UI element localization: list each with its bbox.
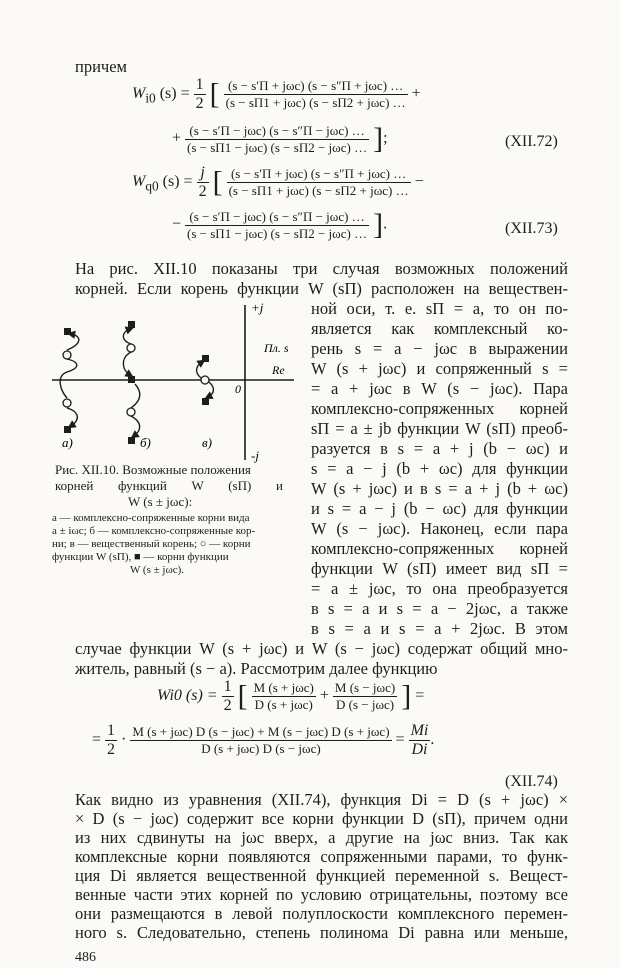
right-column-line: разуется в s = a + j (b − ωc) и <box>311 439 568 458</box>
w-symbol: W <box>132 173 146 191</box>
root-locations-figure <box>42 300 310 465</box>
right-column-line: рень s = a − jωc в выражении <box>311 339 568 358</box>
close-bracket: ] <box>373 122 384 155</box>
right-column-line: ной оси, т. е. sП = a, то он по- <box>311 299 568 318</box>
shift-arrow <box>197 362 202 378</box>
open-bracket: [ <box>212 165 223 199</box>
fraction-combined: $\frac{\text{M (s + jωc) D (s − jωc) + M (s − jωc) D (s + jωc)}}{\text{D (s + jωc) D (s − jωc)}}$ <box>132 724 390 756</box>
shift-arrow <box>131 384 140 408</box>
right-column-line: в s = a и s = a − 2jωc, а также <box>311 599 568 618</box>
shift-arrow <box>67 408 77 426</box>
axis-label-re: Re <box>272 363 285 377</box>
figure-legend-line: а — комплексно-сопряженные корни вида <box>52 512 250 524</box>
right-column-line: в s = a и s = a + 2jωc. В этом <box>311 619 568 638</box>
fraction-term-1: $\frac{\text{(s − s′П + jωc) (s − s″П + jωc) …}}{\text{(s − sП1 + jωc) (s − sП2 + jωc) …}}$ <box>225 78 406 110</box>
right-column-line: = a + jωc в W (s − jωc). Пара <box>311 379 568 398</box>
half-fraction: $\frac{1}{2}$ <box>107 722 116 758</box>
figure-legend-line: W (s ± jωc). <box>130 564 185 576</box>
equation-xii-74-line2: = $\frac{1}{2}$ · $\frac{\text{M (s + jωc) D (s − jωc) + M (s − jωc) D (s + jωc)}}{\text{D (s + jωc) D (s − jωc)}}$ = $\frac{Mi}{Di}$ . <box>92 722 435 758</box>
shifted-root-marker <box>64 328 71 335</box>
w-argument: (s) = <box>162 173 193 191</box>
equation-lhs: Wi0 (s) = <box>157 687 218 705</box>
shifted-root-marker <box>128 321 135 328</box>
fraction-term-2: $\frac{\text{(s − s′П − jωc) (s − s″П − jωc) …}}{\text{(s − sП1 − jωc) (s − sП2 − jωc) …}}$ <box>187 208 368 241</box>
shift-arrow <box>131 416 140 436</box>
paragraph-2-line: венные части этих корней по условию отрицательны, поэтому все <box>75 885 568 904</box>
axis-label-minus-j: -j <box>251 448 259 463</box>
plane-label: Пл. s <box>264 341 289 355</box>
shifted-root-marker <box>202 398 209 405</box>
paragraph-1-line-1: На рис. XII.10 показаны три случая возможных положений <box>75 259 568 278</box>
paragraph-2-line: они размещаются в левой полуплоскости комплексного перемен- <box>75 904 568 923</box>
w-symbol: W <box>132 85 146 103</box>
right-column-line: = a ± jωc, то она преобразуется <box>311 579 568 598</box>
fraction-mi-over-di: $\frac{Mi}{Di}$ <box>410 722 429 758</box>
paragraph-1-line: случае функции W (s + jωc) и W (s − jωc) содержат общий мно- <box>75 639 568 658</box>
original-root-marker <box>201 376 209 384</box>
paragraph-2-line: Как видно из уравнения (XII.74), функция Di = D (s + jωc) × <box>75 790 568 809</box>
figure-legend-line: ни; в — вещественный корень; ○ — корни <box>52 538 251 550</box>
case-label-v: в) <box>202 435 212 450</box>
original-root-marker <box>127 344 135 352</box>
paragraph-1-line-2: корней. Если корень функции W (sП) расположен на веществен- <box>75 279 568 298</box>
fraction-term-1: $\frac{\text{(s − s′П + jωc) (s − s″П + jωc) …}}{\text{(s − sП1 + jωc) (s − sП2 + jωc) …}}$ <box>228 166 409 198</box>
paragraph-2-line: ция Di является вещественной функцией переменной s. Вещест- <box>75 866 568 885</box>
right-column-line: s = a − j (b + ωc) для функции <box>311 459 568 478</box>
fraction-m-over-d-minus: $\frac{\text{M (s − jωc)}}{\text{D (s − jωc)}}$ <box>334 680 396 712</box>
w-subscript: q0 <box>145 178 159 194</box>
right-column-line: и s = a − j (b − ωc) для функции <box>311 499 568 518</box>
equation-number-xii-73: (XII.73) <box>505 220 558 237</box>
shift-arrow <box>208 382 213 397</box>
original-root-marker <box>63 399 71 407</box>
right-column-line: sП = a ± jb функции W (sП) преоб- <box>311 419 568 438</box>
fraction-m-over-d-plus: $\frac{\text{M (s + jωc)}}{\text{D (s + jωc)}}$ <box>253 680 314 712</box>
equation-xii-72-line1: $W_{i0}$ (s) = $\frac{1}{2}$ [ $\frac{\text{(s − s′П + jωc) (s − s″П + jωc) …}}{\text{(s − sП1 + jωc) (s − sП2 + jωc) …}}$ + <box>132 76 421 112</box>
shifted-root-marker <box>128 437 135 444</box>
w-argument: (s) = <box>159 85 190 103</box>
equation-number-xii-74: (XII.74) <box>505 773 558 790</box>
original-root-marker <box>63 351 71 359</box>
w-subscript: i0 <box>145 90 156 106</box>
right-column-line: является как комплексный ко- <box>311 319 568 338</box>
equation-xii-74-line1: Wi0 (s) = $\frac{1}{2}$ [ $\frac{\text{M (s + jωc)}}{\text{D (s + jωc)}}$ + $\frac{\text{M (s − jωc)}}{\text{D (s − jωc)}}$ ] = <box>157 678 425 714</box>
half-fraction: $\frac{1}{2}$ <box>223 678 232 714</box>
axis-label-zero: 0 <box>235 382 241 396</box>
right-column-line: W (s − jωc). Наконец, если пара <box>311 519 568 538</box>
axis-label-plus-j: +j <box>251 300 264 315</box>
intro-word: причем <box>75 57 127 76</box>
right-column-line: комплексно-сопряженных корней <box>311 539 568 558</box>
shift-arrow <box>67 334 79 350</box>
paragraph-2-line: комплексные корни появляются сопряженными парами, то функ- <box>75 847 568 866</box>
shifted-root-marker <box>202 355 209 362</box>
j-half-fraction: $\frac{j}{2}$ <box>198 164 207 200</box>
figure-caption-line: корней функций W (sП) и <box>55 478 283 493</box>
half-fraction: $\frac{1}{2}$ <box>195 76 204 112</box>
shift-arrow <box>123 352 131 375</box>
figure-caption-line: Рис. XII.10. Возможные положения <box>55 462 251 477</box>
shift-arrow <box>60 359 77 398</box>
fraction-term-2: $\frac{\text{(s − s′П − jωc) (s − s″П − jωc) …}}{\text{(s − sП1 − jωc) (s − sП2 − jωc) …}}$ <box>187 122 368 155</box>
page-number: 486 <box>75 950 96 965</box>
shifted-root-marker <box>128 376 135 383</box>
shift-arrow <box>123 329 131 344</box>
original-root-marker <box>127 408 135 416</box>
right-column-line: W (s + jωc) и сопряженный s = <box>311 359 568 378</box>
right-column-line: комплексно-сопряженных корней <box>311 399 568 418</box>
equation-xii-73-line2: − $\frac{\text{(s − s′П − jωc) (s − s″П − jωc) …}}{\text{(s − sП1 − jωc) (s − sП2 − jωc) …}}$ ]. <box>172 208 388 241</box>
right-column-line: функции W (sП) имеет вид sП = <box>311 559 568 578</box>
equation-xii-73-line1: $W_{q0}$ (s) = $\frac{j}{2}$ [ $\frac{\text{(s − s′П + jωc) (s − s″П + jωc) …}}{\text{(s − sП1 + jωc) (s − sП2 + jωc) …}}$ − <box>132 164 424 200</box>
paragraph-2-line: × D (s − jωc) содержит все корни функции D (sП), причем одни <box>75 809 568 828</box>
equation-number-xii-72: (XII.72) <box>505 133 558 150</box>
close-bracket: ] <box>373 208 384 241</box>
case-label-a: а) <box>62 435 73 450</box>
figure-legend-line: функции W (sП), ■ — корни функции <box>52 551 229 563</box>
paragraph-2-line: из них сдвинуты на jωc вверх, а другие на jωc вниз. Так как <box>75 828 568 847</box>
figure-legend-line: a ± iωc; б — комплексно-сопряженные кор- <box>52 525 256 537</box>
equation-xii-72-line2: + $\frac{\text{(s − s′П − jωc) (s − s″П − jωc) …}}{\text{(s − sП1 − jωc) (s − sП2 − jωc) …}}$ ]; <box>172 122 388 155</box>
case-b-roots <box>123 321 139 444</box>
paragraph-2-line: ного s. Следовательно, степень полинома Di равна или меньше, <box>75 923 568 942</box>
paragraph-1-line: житель, равный (s − a). Рассмотрим далее функцию <box>75 659 438 678</box>
shifted-root-marker <box>64 426 71 433</box>
case-label-b: б) <box>140 435 151 450</box>
figure-caption-line: W (s ± jωc): <box>128 494 193 509</box>
open-bracket: [ <box>209 77 220 111</box>
right-column-line: W (s + jωc) и в s = a + j (b + ωc) <box>311 479 568 498</box>
